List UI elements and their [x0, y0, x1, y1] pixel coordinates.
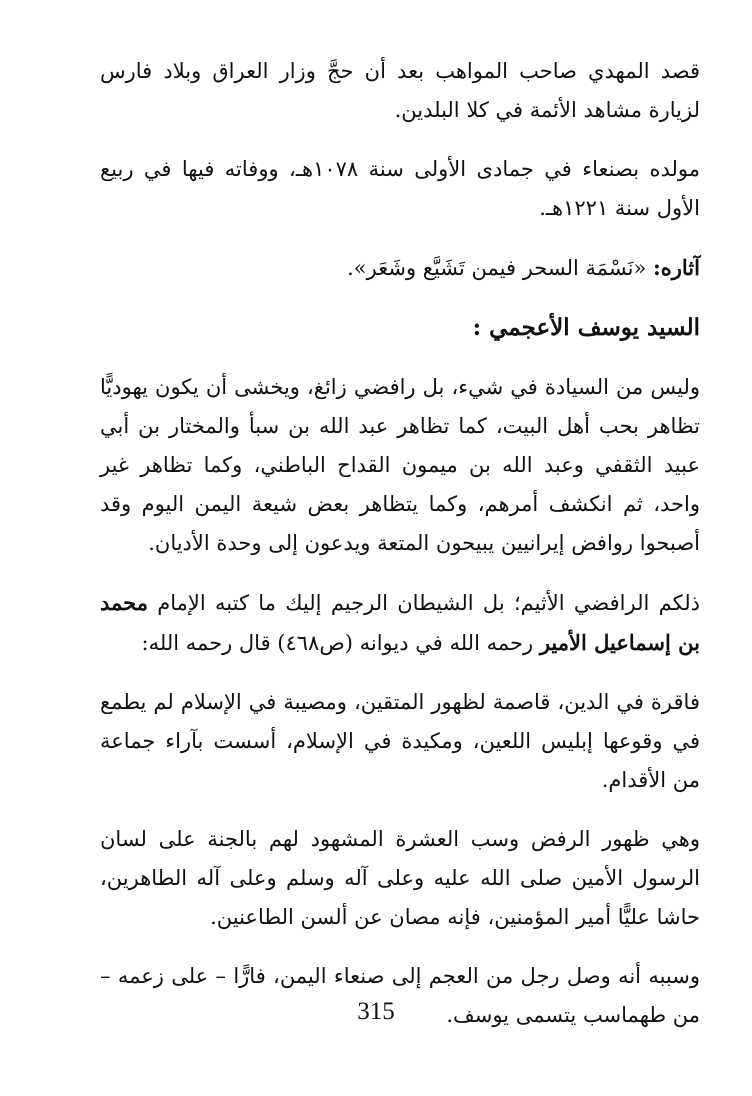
section-heading: السيد يوسف الأعجمي :: [472, 314, 700, 341]
paragraph-quote-1: فاقرة في الدين، قاصمة لظهور المتقين، ومصيبة في الإسلام لم يطمع في وقوعها إبليس اللعين، ومكيدة في الإسلام، أسست بآراء جماعة من الأقدام.: [100, 690, 700, 792]
quote-intro-start: ذلكم الرافضي الأثيم؛ بل الشيطان الرجيم إليك ما كتبه الإمام: [157, 591, 700, 615]
page-number: 315: [357, 998, 395, 1025]
paragraph-quote-intro: [100, 583, 700, 663]
paragraph-birth-death: مولده بصنعاء في جمادى الأولى سنة ١٠٧٨هـ، ووفاته فيها في ربيع الأول سنة ١٢٢١هـ.: [100, 157, 700, 220]
works-title: «نَسْمَة السحر فيمن تَشَيَّع وشَعَر».: [347, 256, 647, 280]
author-name: محمد بن إسماعيل الأمير: [100, 590, 700, 655]
paragraph-quote-2: وهي ظهور الرفض وسب العشرة المشهود لهم بالجنة على لسان الرسول الأمين صلى الله عليه وعلى آله وسلم وعلى آله الطاهرين، حاشا عليًّا أمير المؤمنين، فإنه مصان عن ألسن الطاعنين.: [100, 827, 700, 929]
page-body: [100, 52, 700, 1055]
paragraph-quote-3: وسببه أنه وصل رجل من العجم إلى صنعاء اليمن، فارًّا – على زعمه – من طهماسب يتسمى يوسف.: [100, 964, 700, 1027]
quote-intro-end: رحمه الله في ديوانه (ص٤٦٨) قال رحمه الله:: [141, 631, 534, 655]
paragraph-intro: قصد المهدي صاحب المواهب بعد أن حجَّ وزار العراق وبلاد فارس لزيارة مشاهد الأئمة في كلا البلدين.: [100, 59, 700, 122]
works-label: آثاره:: [653, 255, 700, 280]
paragraph-description: وليس من السيادة في شيء، بل رافضي زائغ، ويخشى أن يكون يهوديًّا تظاهر بحب أهل البيت، كما تظاهر عبد الله بن سبأ والمختار بن أبي عبيد الثقفي وعبد الله بن ميمون القداح الباطني، وكما تظاهر غير واحد، ثم انكشف أمرهم، وكما يتظاهر بعض شيعة اليمن اليوم وقد أصبحوا روافض إيرانيين يبيحون المتعة ويدعون إلى وحدة الأديان.: [100, 375, 700, 555]
paragraph-works: [100, 248, 700, 288]
